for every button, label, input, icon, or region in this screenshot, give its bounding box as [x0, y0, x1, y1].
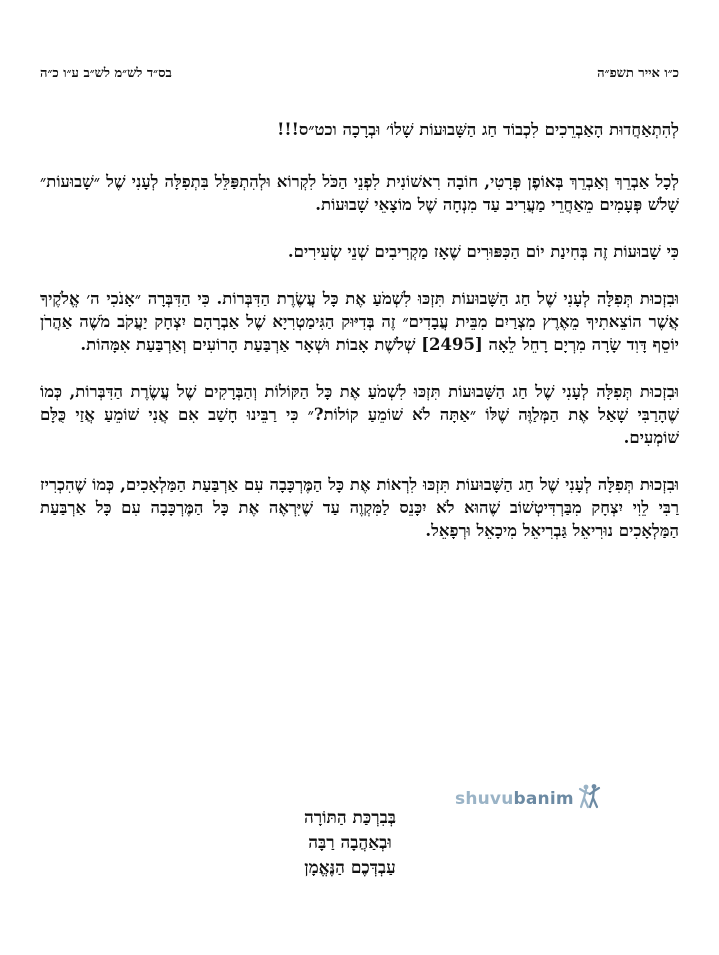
header-date: כ״ו אייר תשפ״ה	[597, 66, 679, 81]
watermark-text	[455, 789, 574, 809]
dancing-figures-icon	[574, 783, 602, 815]
watermark-text-light: shuvu	[455, 789, 514, 809]
signoff-line-2: וּבְאַהֲבָה רַבָּה	[308, 833, 392, 853]
paragraph-ten-commandments: וּבִזְכוּת תְּפִלָּה לְעָנִי שֶׁל חַג הַשָּׁבוּעוֹת תִּזְכּוּ לִשְׁמֹעַ אֶת כָּל עֲשֶׂרֶת הַדִּבְּרוֹת. כִּי הַדִּבְּרָה ״אָנֹכִי ה׳ אֱלֹקֶיךָ אֲשֶׁר הוֹצֵאתִיךָ מֵאֶרֶץ מִצְרַיִם מִבֵּית עֲבָדִים״ זֶה בְּדִיּוּק הַגִּימַטְרִיָא שֶׁל אַבְרָהָם יִצְחָק יַעֲקֹב מֹשֶׁה אַהֲרֹן יוֹסֵף דָּוִד שָׂרָה מִרְיָם רָחֵל לֵאָה [2495] שְׁלֹשֶׁת אָבוֹת וּשְׁאָר אַרְבַּעַת הָרוֹעִים וְאַרְבַּעַת אִמָּהוֹת.	[40, 289, 679, 354]
paragraph-voices: וּבִזְכוּת תְּפִלָּה לְעָנִי שֶׁל חַג הַשָּׁבוּעוֹת תִּזְכּוּ לִשְׁמֹעַ אֶת כָּל הַקּוֹלוֹת וְהַבְּרָקִים שֶׁל עֲשֶׂרֶת הַדִּבְּרוֹת, כְּמוֹ שֶׁהָרַבִּי שָׁאַל אֶת הַמְּלַוֶּה שֶׁלּוֹ ״אַתָּה לֹא שׁוֹמֵעַ קוֹלוֹת?״ כִּי רַבֵּינוּ חָשַׁב אִם אֲנִי שׁוֹמֵעַ אֲזַי כֻּלָּם שׁוֹמְעִים.	[40, 382, 679, 447]
signoff-line-3: עַבְדְּכֶם הַנֶּאֱמָן	[304, 858, 396, 878]
signoff	[250, 806, 450, 881]
paragraph-merkava: וּבִזְכוּת תְּפִלָּה לְעָנִי שֶׁל חַג הַשָּׁבוּעוֹת תִּזְכּוּ לִרְאוֹת אֶת כָּל הַמֶּרְכָּבָה עִם אַרְבַּעַת הַמַּלְאָכִים, כְּמוֹ שֶׁהִכְרִיז רַבִּי לֵוִי יִצְחָק מִבַּרְדִּיטְשׁוֹב שֶׁהוּא לֹא יִכָּנֵס לַמִּקְוֶה עַד שֶׁיִּרְאֶה אֶת כָּל הַמֶּרְכָּבָה עִם כָּל אַרְבַּעַת הַמַּלְאָכִים נוּרִיאֵל גַּבְרִיאֵל מִיכָאֵל וּרְפָאֵל.	[40, 475, 679, 540]
paragraph-obligation: לְכָל אַבְרֵךְ וְאַבְרֵךְ בְּאוֹפֶן פְּרָטִי, חוֹבָה רִאשׁוֹנִית לִפְנֵי הַכֹּל לִקְרוֹא וּלְהִתְפַּלֵּל בִּתְפִלָּה לְעָנִי שֶׁל ״שָׁבוּעוֹת״ שָׁלֹשׁ פְּעָמִים מֵאַחֲרֵי מַעֲרִיב עַד מִנְחָה שֶׁל מוֹצָאֵי שָׁבוּעוֹת.	[40, 172, 679, 214]
letter-body	[40, 118, 679, 566]
header-bsd: בס״ד לש״מ לש״ב ע״ו כ״ה	[40, 66, 172, 81]
paragraph-yom-kippur: כִּי שָׁבוּעוֹת זֶה בְּחִינַת יוֹם הַכִּפּוּרִים שֶׁאָז מַקְרִיבִים שְׁנֵי שְׂעִירִים.	[287, 242, 679, 261]
watermark-text-dark: banim	[513, 789, 574, 809]
letter-title: לְהִתְאַחֲדוּת הָאַבְרֵכִים לִכְבוֹד חַג הַשָּׁבוּעוֹת שָׁלוֹ׳ וּבְרָכָה וכט״ס!!!	[277, 120, 679, 139]
signoff-line-1: בְּבִרְכַּת הַתּוֹרָה	[304, 808, 396, 828]
shuvubanim-watermark	[455, 785, 585, 813]
